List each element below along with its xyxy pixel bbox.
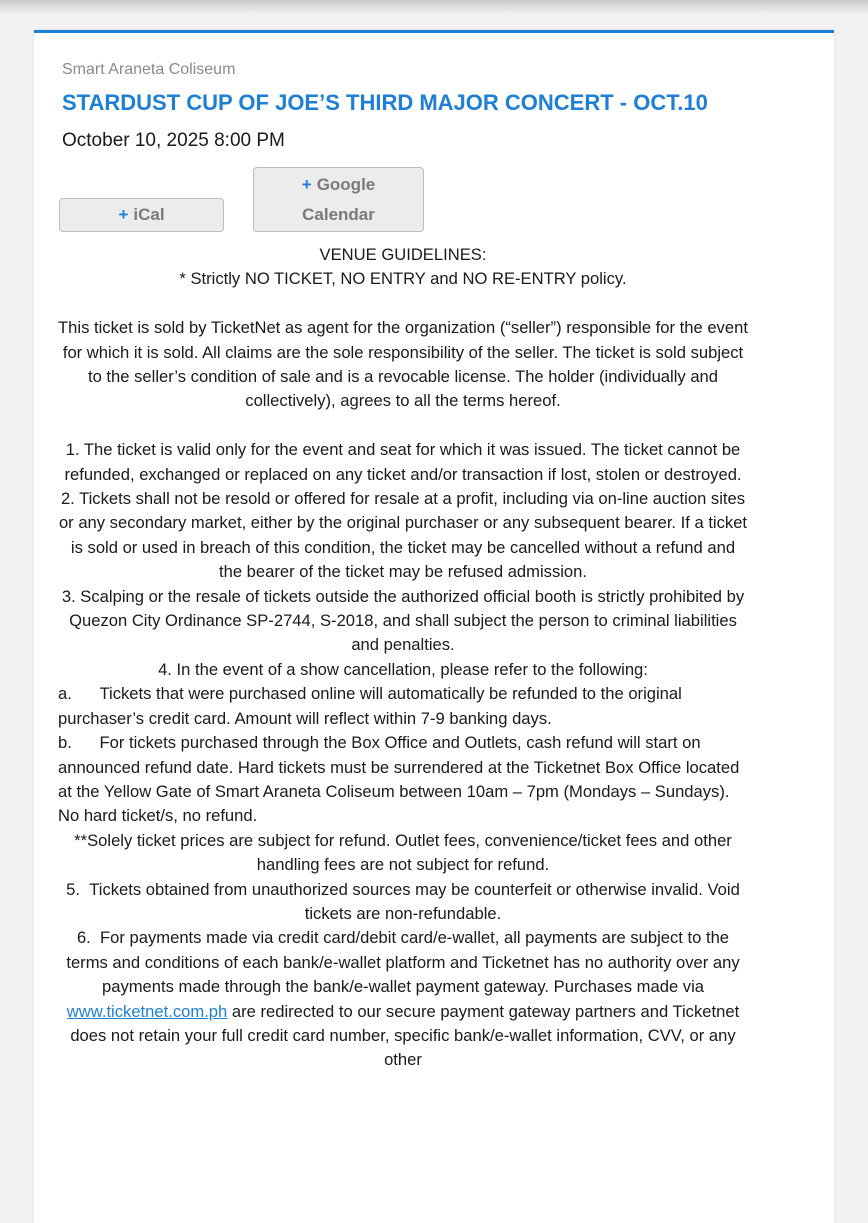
guidelines-heading: VENUE GUIDELINES: [319, 245, 487, 264]
refund-note: **Solely ticket prices are subject for refund. Outlet fees, convenience/ticket fees and other handling fees are not subject for refund. [74, 830, 732, 875]
venue-name: Smart Araneta Coliseum [62, 61, 236, 78]
event-title: STARDUST CUP OF JOE’S THIRD MAJOR CONCERT - OCT.10 [62, 90, 708, 115]
term-6 [58, 926, 748, 1072]
term-4a: a. Tickets that were purchased online will automatically be refunded to the original purchaser’s credit card. Amount will reflect within 7-9 banking days. [58, 684, 682, 728]
term-4b: b. For tickets purchased through the Box Office and Outlets, cash refund will start on announced refund date. Hard tickets must be surrendered at the Ticketnet Box Office located at the Yellow Gate of Smart Araneta Coliseum between 10am – 7pm (Mondays – Sundays). No hard ticket/s, no refund. [58, 733, 740, 826]
add-google-calendar-button[interactable] [253, 167, 424, 232]
term-4: 4. In the event of a show cancellation, please refer to the following: [158, 659, 648, 679]
add-ical-button[interactable] [59, 198, 224, 232]
term-6-text-cont: are redirected to our secure payment gateway partners and Ticketnet does not retain your full credit card number, specific bank/e-wallet information, CVV, or any other [70, 1001, 740, 1070]
ticketnet-link[interactable]: www.ticketnet.com.ph [66, 1001, 228, 1021]
plus-icon: + [118, 205, 129, 224]
entry-policy: * Strictly NO TICKET, NO ENTRY and NO RE-ENTRY policy. [179, 269, 627, 289]
gcal-label-line2: Calendar [302, 204, 375, 224]
gcal-label-line1: Google [316, 174, 376, 194]
top-shadow [0, 0, 868, 14]
plus-icon: + [301, 174, 312, 194]
term-3: 3. Scalping or the resale of tickets outside the authorized official booth is strictly prohibited by Quezon City Ordinance SP-2744, S-2018, and shall subject the person to criminal liabilities and penalties. [61, 586, 745, 655]
term-6-text: 6. For payments made via credit card/debit card/e-wallet, all payments are subject to the terms and conditions of each bank/e-wallet platform and Ticketnet has no authority over any payments made through the bank/e-wallet payment gateway. Purchases made via [66, 928, 740, 997]
event-description [58, 243, 748, 1073]
term-1: 1. The ticket is valid only for the event and seat for which it was issued. The ticket cannot be refunded, exchanged or replaced on any ticket and/or transaction if lost, stolen or destroyed. [64, 440, 742, 484]
term-5: 5. Tickets obtained from unauthorized sources may be counterfeit or otherwise invalid. Void tickets are non-refundable. [66, 879, 740, 923]
terms-intro: This ticket is sold by TicketNet as agent for the organization (“seller”) responsible for the event for which it is sold. All claims are the sole responsibility of the seller. The ticket is sold subject to the seller’s condition of sale and is a revocable license. The holder (individually and collectively), agrees to all the terms hereof. [58, 318, 748, 411]
event-datetime: October 10, 2025 8:00 PM [62, 130, 285, 151]
ical-label: iCal [133, 205, 165, 224]
term-2: 2. Tickets shall not be resold or offered for resale at a profit, including via on-line auction sites or any secondary market, either by the original purchaser or any subsequent bearer. If a ticket is sold or used in breach of this condition, the ticket may be cancelled without a refund and the bearer of the ticket may be refused admission. [58, 489, 748, 582]
